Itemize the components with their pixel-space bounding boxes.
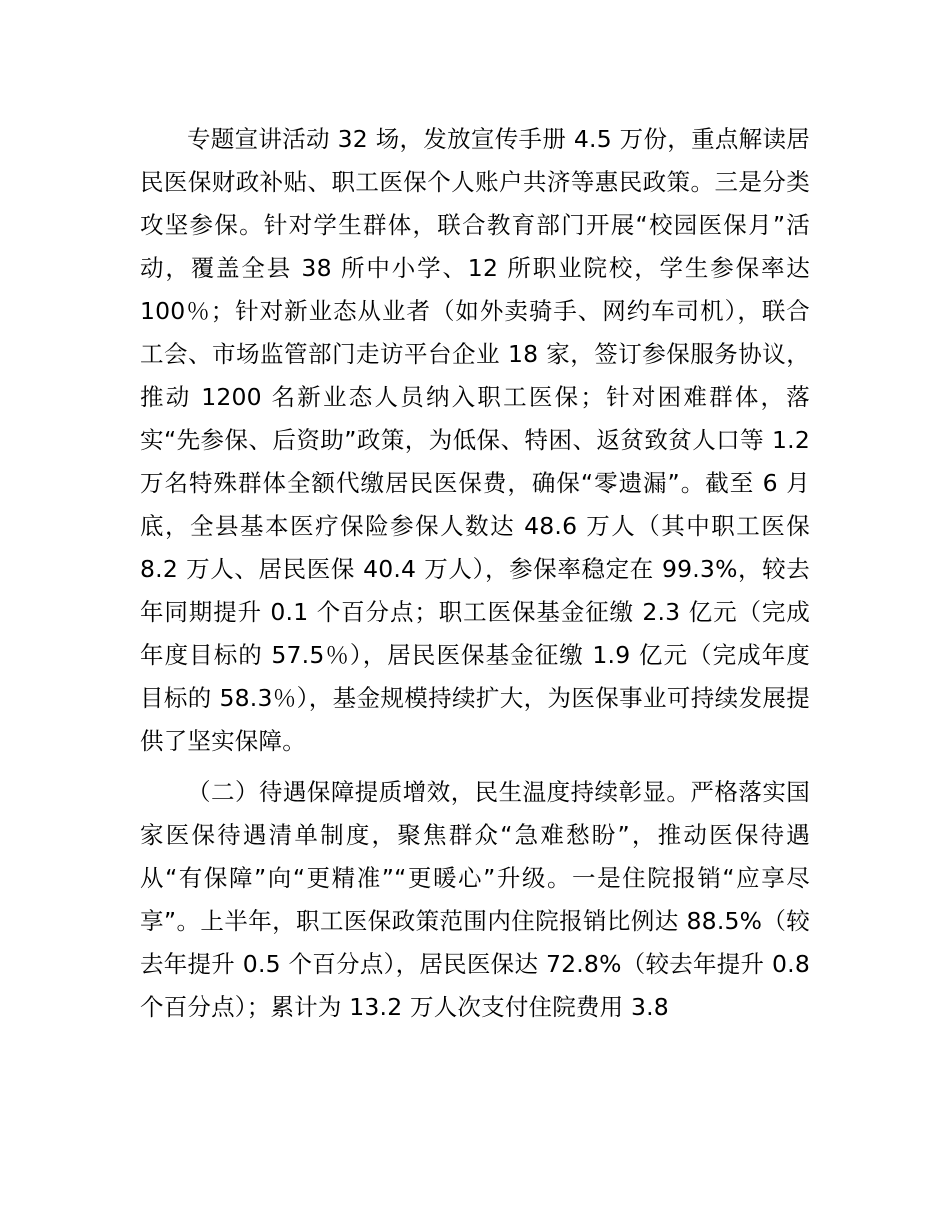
paragraph-benefits-section: （二）待遇保障提质增效，民生温度持续彰显。严格落实国家医保待遇清单制度，聚焦群众“急难愁盼”，推动医保待遇从“有保障”向“更精准”“更暖心”升级。一是住院报销“应享尽享”。上半年，职工医保政策范围内住院报销比例达 88.5%（较去年提升 0.5 个百分点），居民医保达 72.8%（较去年提升 0.8 个百分点）；累计为 13.2 万人次支付住院费用 3.8 [140,778,810,1021]
document-body [140,118,810,1029]
paragraph-enrollment-summary: 专题宣讲活动 32 场，发放宣传手册 4.5 万份，重点解读居民医保财政补贴、职工医保个人账户共济等惠民政策。三是分类攻坚参保。针对学生群体，联合教育部门开展“校园医保月”活动，覆盖全县 38 所中小学、12 所职业院校，学生参保率达 100％；针对新业态从业者（如外卖骑手、网约车司机），联合工会、市场监管部门走访平台企业 18 家，签订参保服务协议，推动 1200 名新业态人员纳入职工医保；针对困难群体，落实“先参保、后资助”政策，为低保、特困、返贫致贫人口等 1.2 万名特殊群体全额代缴居民医保费，确保“零遗漏”。截至 6 月底，全县基本医疗保险参保人数达 48.6 万人（其中职工医保 8.2 万人、居民医保 40.4 万人），参保率稳定在 99.3%，较去年同期提升 0.1 个百分点；职工医保基金征缴 2.3 亿元（完成年度目标的 57.5％），居民医保基金征缴 1.9 亿元（完成年度目标的 58.3％），基金规模持续扩大，为医保事业可持续发展提供了坚实保障。 [140,125,810,755]
